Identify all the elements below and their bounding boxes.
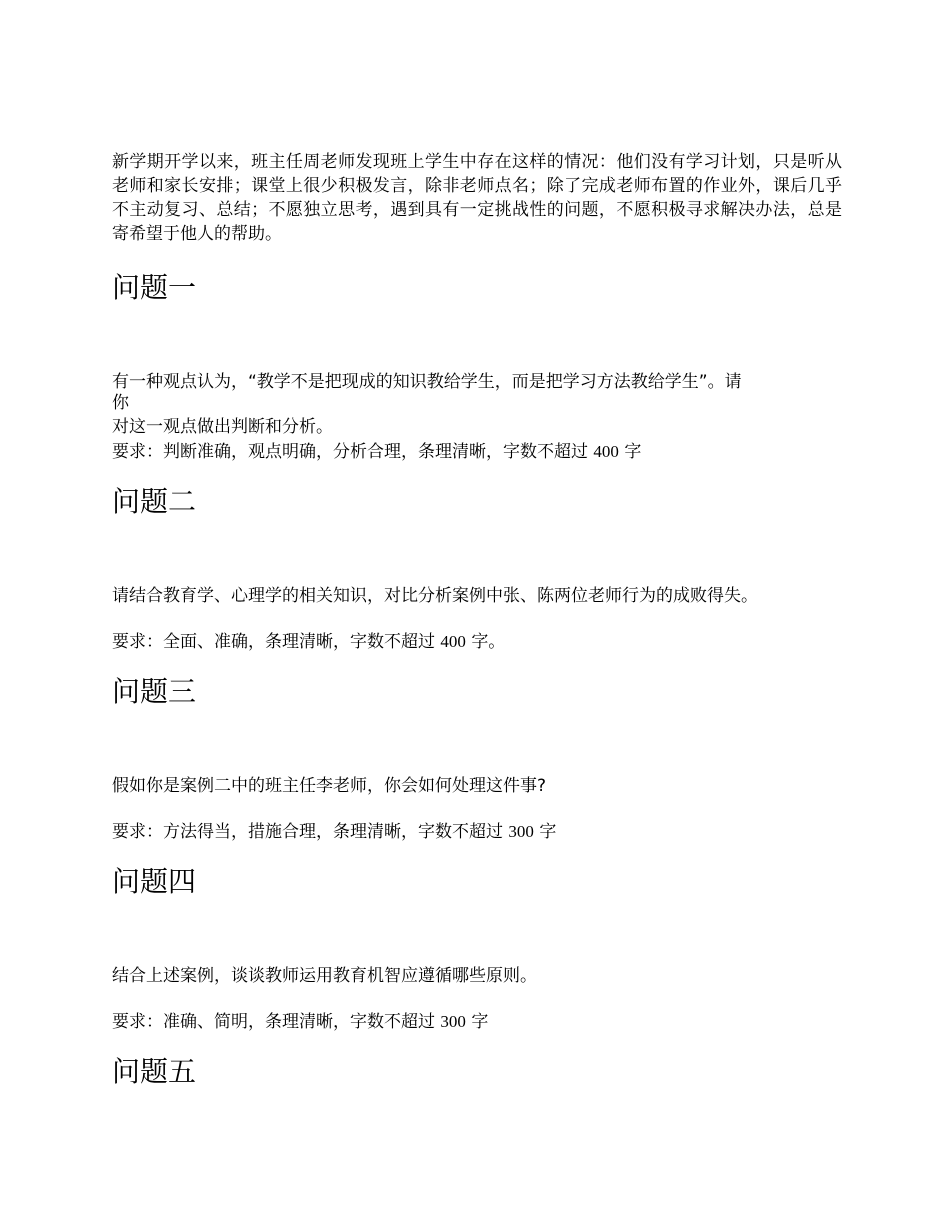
question-4-requirement: 要求：准确、简明，条理清晰，字数不超过 300 字	[112, 1012, 489, 1032]
question-4-prompt: 结合上述案例，谈谈教师运用教育机智应遵循哪些原则。	[112, 966, 537, 986]
question-3-prompt: 假如你是案例二中的班主任李老师，你会如何处理这件事?	[112, 776, 547, 796]
question-1-prompt-line-1: 有一种观点认为，“教学不是把现成的知识教给学生，而是把学习方法教给学生”。请	[112, 372, 742, 392]
question-1-prompt-line-3: 对这一观点做出判断和分析。	[112, 417, 333, 437]
question-3-heading: 问题三	[112, 675, 197, 708]
question-5-heading: 问题五	[112, 1055, 197, 1088]
question-1-heading: 问题一	[112, 271, 197, 304]
question-1-prompt-line-2: 你	[112, 393, 129, 413]
question-2-prompt: 请结合教育学、心理学的相关知识，对比分析案例中张、陈两位老师行为的成败得失。	[112, 586, 758, 606]
question-1-requirement: 要求：判断准确，观点明确，分析合理，条理清晰，字数不超过 400 字	[112, 442, 642, 462]
question-4-heading: 问题四	[112, 865, 197, 898]
question-2-heading: 问题二	[112, 485, 197, 518]
intro-paragraph: 新学期开学以来，班主任周老师发现班上学生中存在这样的情况：他们没有学习计划，只是听从老师和家长安排；课堂上很少积极发言，除非老师点名；除了完成老师布置的作业外，课后几乎不主动复习、总结；不愿独立思考，遇到具有一定挑战性的问题，不愿积极寻求解决办法，总是寄希望于他人的帮助。	[112, 152, 842, 244]
question-3-requirement: 要求：方法得当，措施合理，条理清晰，字数不超过 300 字	[112, 822, 557, 842]
question-2-requirement: 要求：全面、准确，条理清晰，字数不超过 400 字。	[112, 632, 506, 652]
